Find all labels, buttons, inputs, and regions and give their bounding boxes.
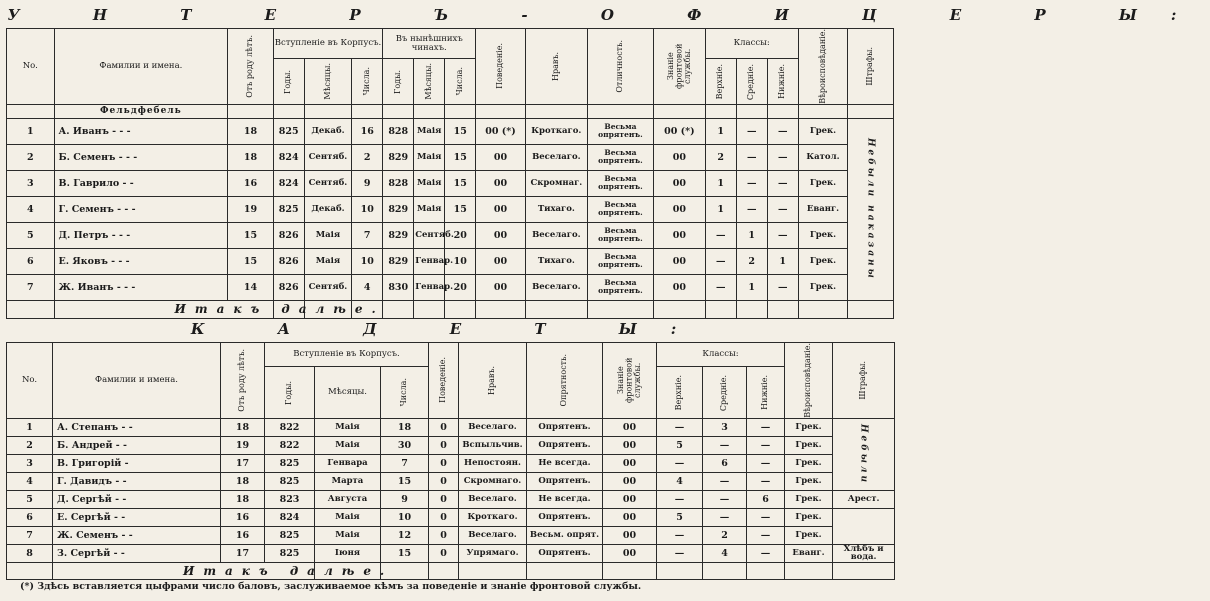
nco-group-label: Фельдфебель	[54, 104, 228, 118]
row-middle: —	[736, 170, 767, 196]
row-entry-year: 825	[265, 544, 315, 562]
row-upper: —	[657, 544, 703, 562]
row-name: Ж. Иванъ - - -	[54, 274, 228, 300]
row-lower: —	[747, 508, 785, 526]
row-name: А. Степанъ - -	[53, 418, 221, 436]
row-drill: 00	[654, 274, 706, 300]
col-lower: Нижніе.	[747, 367, 785, 418]
row-religion: Грек.	[785, 454, 833, 472]
col-entry: Вступленіе въ Корпусъ.	[265, 343, 429, 367]
nco-fines-note: Небыли наказаны	[848, 118, 894, 300]
row-drill: 00	[603, 472, 657, 490]
row-name: Б. Семенъ - - -	[54, 144, 228, 170]
row-drill: 00	[603, 418, 657, 436]
row-religion: Грек.	[798, 118, 848, 144]
row-rank-day: 10	[445, 248, 476, 274]
row-upper: —	[705, 222, 736, 248]
row-name: Г. Давидъ - -	[53, 472, 221, 490]
row-name: А. Иванъ - - -	[54, 118, 228, 144]
row-conduct: 00	[476, 248, 526, 274]
col-age: Отъ роду лѣтъ.	[221, 343, 265, 419]
col-entry-day: Числа.	[381, 367, 429, 418]
cadets-rows	[7, 418, 895, 562]
table-row	[7, 436, 895, 454]
row-aptitude: Весьма опрятенъ.	[587, 222, 653, 248]
row-lower: —	[747, 454, 785, 472]
col-aptitude: Опрятность.	[527, 343, 603, 419]
row-entry-day: 9	[352, 170, 383, 196]
row-upper: —	[657, 418, 703, 436]
row-number: 7	[7, 274, 55, 300]
row-conduct: 0	[429, 490, 459, 508]
row-conduct: 00	[476, 170, 526, 196]
row-entry-month: Сентяб.	[304, 170, 352, 196]
row-middle: —	[736, 196, 767, 222]
col-temper: Нравъ.	[459, 343, 527, 419]
row-upper: 1	[705, 196, 736, 222]
row-name: З. Сергѣй - -	[53, 544, 221, 562]
row-aptitude: Опрятенъ.	[527, 544, 603, 562]
row-drill: 00	[654, 170, 706, 196]
row-drill: 00 (*)	[654, 118, 706, 144]
row-lower: —	[767, 144, 798, 170]
row-number: 1	[7, 418, 53, 436]
row-entry-month: Маія	[315, 436, 381, 454]
row-name: Д. Петръ - - -	[54, 222, 228, 248]
row-number: 7	[7, 526, 53, 544]
row-entry-day: 9	[381, 490, 429, 508]
table-row	[7, 118, 894, 144]
table-row	[7, 454, 895, 472]
row-age: 19	[228, 196, 273, 222]
row-entry-year: 826	[273, 222, 304, 248]
row-entry-month: Августа	[315, 490, 381, 508]
row-name: Е. Яковъ - - -	[54, 248, 228, 274]
row-upper: 4	[657, 472, 703, 490]
row-number: 3	[7, 170, 55, 196]
row-drill: 00	[603, 454, 657, 472]
table-row	[7, 490, 895, 508]
col-entry-year: Годы.	[265, 367, 315, 418]
row-temper: Веселаго.	[525, 222, 587, 248]
row-aptitude: Весьма опрятенъ.	[587, 144, 653, 170]
row-entry-year: 824	[273, 170, 304, 196]
nco-section-title: У Н Т Е Р Ъ - О Ф И Ц Е Р Ы:	[7, 6, 1210, 24]
nco-rows	[7, 118, 894, 300]
row-drill: 00	[654, 248, 706, 274]
col-fines: Штрафы.	[833, 343, 895, 419]
row-name: Е. Сергѣй - -	[53, 508, 221, 526]
table-row	[7, 274, 894, 300]
row-conduct: 00	[476, 274, 526, 300]
col-aptitude: Отличность.	[587, 29, 653, 105]
col-no: No.	[7, 343, 53, 419]
row-middle: 6	[703, 454, 747, 472]
row-entry-year: 826	[273, 274, 304, 300]
col-entry: Вступленіе въ Корпусъ.	[273, 29, 383, 59]
row-rank-year: 828	[383, 118, 414, 144]
col-entry-year: Годы.	[273, 59, 304, 104]
row-upper: 1	[705, 170, 736, 196]
row-aptitude: Весьма опрятенъ.	[587, 118, 653, 144]
row-lower: —	[767, 196, 798, 222]
row-middle: —	[736, 144, 767, 170]
row-name: Б. Андрей - -	[53, 436, 221, 454]
row-upper: —	[657, 490, 703, 508]
row-name: Г. Семенъ - - -	[54, 196, 228, 222]
row-age: 16	[221, 526, 265, 544]
row-temper: Вспыльчив.	[459, 436, 527, 454]
row-age: 18	[228, 118, 273, 144]
row-number: 4	[7, 196, 55, 222]
row-age: 18	[221, 418, 265, 436]
row-aptitude: Весьма опрятенъ.	[587, 196, 653, 222]
col-classes: Классы:	[657, 343, 785, 367]
row-conduct: 00	[476, 222, 526, 248]
row-age: 16	[228, 170, 273, 196]
row-aptitude: Опрятенъ.	[527, 418, 603, 436]
row-temper: Тихаго.	[525, 196, 587, 222]
row-lower: —	[767, 222, 798, 248]
row-age: 17	[221, 544, 265, 562]
row-rank-day: 20	[445, 274, 476, 300]
row-entry-day: 7	[352, 222, 383, 248]
row-rank-year: 830	[383, 274, 414, 300]
table-row	[7, 544, 895, 562]
row-religion: Грек.	[785, 472, 833, 490]
col-fines: Штрафы.	[848, 29, 894, 105]
row-number: 6	[7, 248, 55, 274]
row-rank-month: Маія	[414, 118, 445, 144]
col-rank: Въ нынѣшнихъ чинахъ.	[383, 29, 476, 59]
row-rank-month: Маія	[414, 144, 445, 170]
row-middle: 3	[703, 418, 747, 436]
row-rank-month: Сентяб.	[414, 222, 445, 248]
row-conduct: 0	[429, 418, 459, 436]
row-rank-day: 15	[445, 118, 476, 144]
row-religion: Катол.	[798, 144, 848, 170]
row-temper: Веселаго.	[459, 526, 527, 544]
row-aptitude: Опрятенъ.	[527, 472, 603, 490]
col-rank-day: Числа.	[445, 59, 476, 104]
row-name: Д. Сергѣй - -	[53, 490, 221, 508]
col-no: No.	[7, 29, 55, 105]
row-conduct: 00 (*)	[476, 118, 526, 144]
row-number: 3	[7, 454, 53, 472]
col-rank-year: Годы.	[383, 59, 414, 104]
row-religion: Грек.	[785, 526, 833, 544]
row-upper: 1	[705, 118, 736, 144]
row-rank-month: Генвар.	[414, 248, 445, 274]
row-entry-day: 7	[381, 454, 429, 472]
row-conduct: 0	[429, 508, 459, 526]
row-age: 15	[228, 248, 273, 274]
row-entry-month: Маія	[315, 526, 381, 544]
row-drill: 00	[603, 544, 657, 562]
row-middle: 2	[736, 248, 767, 274]
row-rank-year: 829	[383, 222, 414, 248]
row-drill: 00	[603, 436, 657, 454]
row-upper: 5	[657, 436, 703, 454]
row-conduct: 00	[476, 196, 526, 222]
row-upper: 2	[705, 144, 736, 170]
col-classes: Классы:	[705, 29, 798, 59]
row-middle: 1	[736, 222, 767, 248]
row-drill: 00	[603, 508, 657, 526]
table-row	[7, 170, 894, 196]
col-conduct: Поведеніе.	[476, 29, 526, 105]
row-temper: Кроткаго.	[459, 508, 527, 526]
row-entry-month: Сентяб.	[304, 274, 352, 300]
col-entry-month: Мѣсяцы.	[304, 59, 352, 104]
col-middle: Средніе.	[736, 59, 767, 104]
cadets-table	[6, 316, 895, 580]
row-drill: 00	[603, 526, 657, 544]
row-number: 6	[7, 508, 53, 526]
row-rank-day: 20	[445, 222, 476, 248]
row-age: 18	[221, 490, 265, 508]
row-religion: Грек.	[798, 274, 848, 300]
row-entry-month: Маія	[315, 418, 381, 436]
col-age: Отъ роду лѣтъ.	[228, 29, 273, 105]
row-conduct: 0	[429, 436, 459, 454]
row-entry-year: 824	[265, 508, 315, 526]
row-entry-year: 826	[273, 248, 304, 274]
row-entry-month: Маія	[304, 248, 352, 274]
col-name: Фамилии и имена.	[53, 343, 221, 419]
col-entry-month: Мѣсяцы.	[315, 367, 381, 418]
row-middle: 2	[703, 526, 747, 544]
row-entry-year: 825	[265, 454, 315, 472]
row-age: 19	[221, 436, 265, 454]
row-number: 1	[7, 118, 55, 144]
row-middle: —	[703, 436, 747, 454]
footnote: (*) Здѣсь вставляется цыфрами число баловъ, заслуживаемое кѣмъ за поведеніе и знаніе фронтовой службы.	[20, 581, 642, 592]
row-rank-year: 828	[383, 170, 414, 196]
col-entry-day: Числа.	[352, 59, 383, 104]
row-entry-day: 16	[352, 118, 383, 144]
row-entry-year: 825	[265, 472, 315, 490]
row-temper: Непостоян.	[459, 454, 527, 472]
row-middle: —	[736, 118, 767, 144]
row-drill: 00	[654, 144, 706, 170]
row-entry-year: 825	[265, 526, 315, 544]
row-upper: —	[705, 274, 736, 300]
cadets-fines-note: Небыли	[833, 418, 895, 490]
row-number: 5	[7, 490, 53, 508]
row-rank-day: 15	[445, 170, 476, 196]
nco-table	[6, 2, 1210, 319]
row-religion: Еванг.	[798, 196, 848, 222]
row-upper: —	[705, 248, 736, 274]
row-lower: —	[747, 436, 785, 454]
col-temper: Нравъ.	[525, 29, 587, 105]
row-religion: Грек.	[798, 170, 848, 196]
col-religion: Вѣроисповѣданіе.	[798, 29, 848, 105]
row-entry-day: 4	[352, 274, 383, 300]
table-row	[7, 418, 895, 436]
row-entry-month: Декаб.	[304, 118, 352, 144]
row-rank-year: 829	[383, 144, 414, 170]
row-temper: Скромнаг.	[525, 170, 587, 196]
row-age: 16	[221, 508, 265, 526]
cadets-section-title: К А Д Е Т Ы:	[190, 320, 711, 338]
row-rank-month: Маія	[414, 196, 445, 222]
row-upper: —	[657, 526, 703, 544]
row-entry-day: 10	[352, 248, 383, 274]
row-religion: Еванг.	[785, 544, 833, 562]
row-temper: Тихаго.	[525, 248, 587, 274]
row-middle: —	[703, 472, 747, 490]
row-fine: Хлѣбъ и вода.	[833, 544, 895, 562]
col-conduct: Поведеніе.	[429, 343, 459, 419]
row-lower: 6	[747, 490, 785, 508]
col-upper: Верхніе.	[705, 59, 736, 104]
row-number: 8	[7, 544, 53, 562]
row-temper: Кроткаго.	[525, 118, 587, 144]
row-age: 18	[221, 472, 265, 490]
row-age: 18	[228, 144, 273, 170]
col-middle: Средніе.	[703, 367, 747, 418]
col-lower: Нижніе.	[767, 59, 798, 104]
row-middle: —	[703, 490, 747, 508]
row-aptitude: Опрятенъ.	[527, 508, 603, 526]
row-age: 14	[228, 274, 273, 300]
row-temper: Упрямаго.	[459, 544, 527, 562]
row-rank-day: 15	[445, 144, 476, 170]
row-entry-month: Генвара	[315, 454, 381, 472]
row-name: Ж. Семенъ - -	[53, 526, 221, 544]
nco-etc: Итакъ далѣе.	[54, 300, 273, 318]
row-entry-year: 822	[265, 418, 315, 436]
table-row	[7, 248, 894, 274]
row-entry-day: 15	[381, 472, 429, 490]
row-religion: Грек.	[785, 490, 833, 508]
row-age: 17	[221, 454, 265, 472]
col-upper: Верхніе.	[657, 367, 703, 418]
row-lower: —	[767, 118, 798, 144]
row-religion: Грек.	[798, 248, 848, 274]
row-religion: Грек.	[785, 508, 833, 526]
row-rank-day: 15	[445, 196, 476, 222]
row-religion: Грек.	[785, 418, 833, 436]
row-entry-year: 823	[265, 490, 315, 508]
row-entry-day: 30	[381, 436, 429, 454]
row-entry-month: Іюня	[315, 544, 381, 562]
table-row	[7, 196, 894, 222]
row-fine: Арест.	[833, 490, 895, 508]
col-name: Фамилии и имена.	[54, 29, 228, 105]
row-entry-day: 10	[352, 196, 383, 222]
row-entry-year: 825	[273, 196, 304, 222]
row-rank-month: Маія	[414, 170, 445, 196]
row-conduct: 0	[429, 454, 459, 472]
row-entry-year: 825	[273, 118, 304, 144]
row-lower: —	[767, 274, 798, 300]
col-drill: Знаніе фронтовой службы.	[654, 29, 706, 105]
row-lower: —	[747, 472, 785, 490]
row-aptitude: Опрятенъ.	[527, 436, 603, 454]
row-aptitude: Весьма опрятенъ.	[587, 170, 653, 196]
row-name: В. Григорій -	[53, 454, 221, 472]
row-rank-year: 829	[383, 196, 414, 222]
col-religion: Вѣроисповѣданіе.	[785, 343, 833, 419]
row-religion: Грек.	[785, 436, 833, 454]
col-drill: Знаніе фронтовой службы.	[603, 343, 657, 419]
row-middle: 4	[703, 544, 747, 562]
table-row	[7, 472, 895, 490]
row-number: 2	[7, 436, 53, 454]
row-entry-day: 10	[381, 508, 429, 526]
row-middle: 1	[736, 274, 767, 300]
row-entry-month: Маія	[315, 508, 381, 526]
row-number: 2	[7, 144, 55, 170]
table-row	[7, 508, 895, 526]
row-entry-month: Марта	[315, 472, 381, 490]
row-aptitude: Весьма опрятенъ.	[587, 274, 653, 300]
row-entry-month: Сентяб.	[304, 144, 352, 170]
cadets-etc: Итакъ далѣе.	[53, 562, 315, 579]
row-aptitude: Весьма опрятенъ.	[587, 248, 653, 274]
row-entry-day: 12	[381, 526, 429, 544]
row-temper: Скромнаго.	[459, 472, 527, 490]
cadets-fines-empty	[833, 508, 895, 544]
row-temper: Веселаго.	[525, 144, 587, 170]
row-temper: Веселаго.	[459, 418, 527, 436]
row-temper: Веселаго.	[525, 274, 587, 300]
row-temper: Веселаго.	[459, 490, 527, 508]
row-drill: 00	[603, 490, 657, 508]
row-upper: 5	[657, 508, 703, 526]
row-lower: —	[747, 418, 785, 436]
row-entry-year: 824	[273, 144, 304, 170]
row-entry-day: 18	[381, 418, 429, 436]
row-rank-year: 829	[383, 248, 414, 274]
row-lower: —	[747, 544, 785, 562]
table-row	[7, 222, 894, 248]
row-religion: Грек.	[798, 222, 848, 248]
row-entry-year: 822	[265, 436, 315, 454]
row-lower: —	[767, 170, 798, 196]
row-middle: —	[703, 508, 747, 526]
col-rank-month: Мѣсяцы.	[414, 59, 445, 104]
row-conduct: 0	[429, 544, 459, 562]
row-conduct: 0	[429, 472, 459, 490]
row-entry-month: Маія	[304, 222, 352, 248]
row-lower: —	[747, 526, 785, 544]
row-drill: 00	[654, 222, 706, 248]
row-upper: —	[657, 454, 703, 472]
row-aptitude: Не всегда.	[527, 490, 603, 508]
row-age: 15	[228, 222, 273, 248]
table-row	[7, 526, 895, 544]
row-aptitude: Весьм. опрят.	[527, 526, 603, 544]
row-entry-month: Декаб.	[304, 196, 352, 222]
row-entry-day: 2	[352, 144, 383, 170]
row-drill: 00	[654, 196, 706, 222]
row-conduct: 0	[429, 526, 459, 544]
table-row	[7, 144, 894, 170]
row-number: 5	[7, 222, 55, 248]
row-entry-day: 15	[381, 544, 429, 562]
row-aptitude: Не всегда.	[527, 454, 603, 472]
row-rank-month: Генвар.	[414, 274, 445, 300]
row-number: 4	[7, 472, 53, 490]
row-name: В. Гаврило - -	[54, 170, 228, 196]
row-lower: 1	[767, 248, 798, 274]
row-conduct: 00	[476, 144, 526, 170]
